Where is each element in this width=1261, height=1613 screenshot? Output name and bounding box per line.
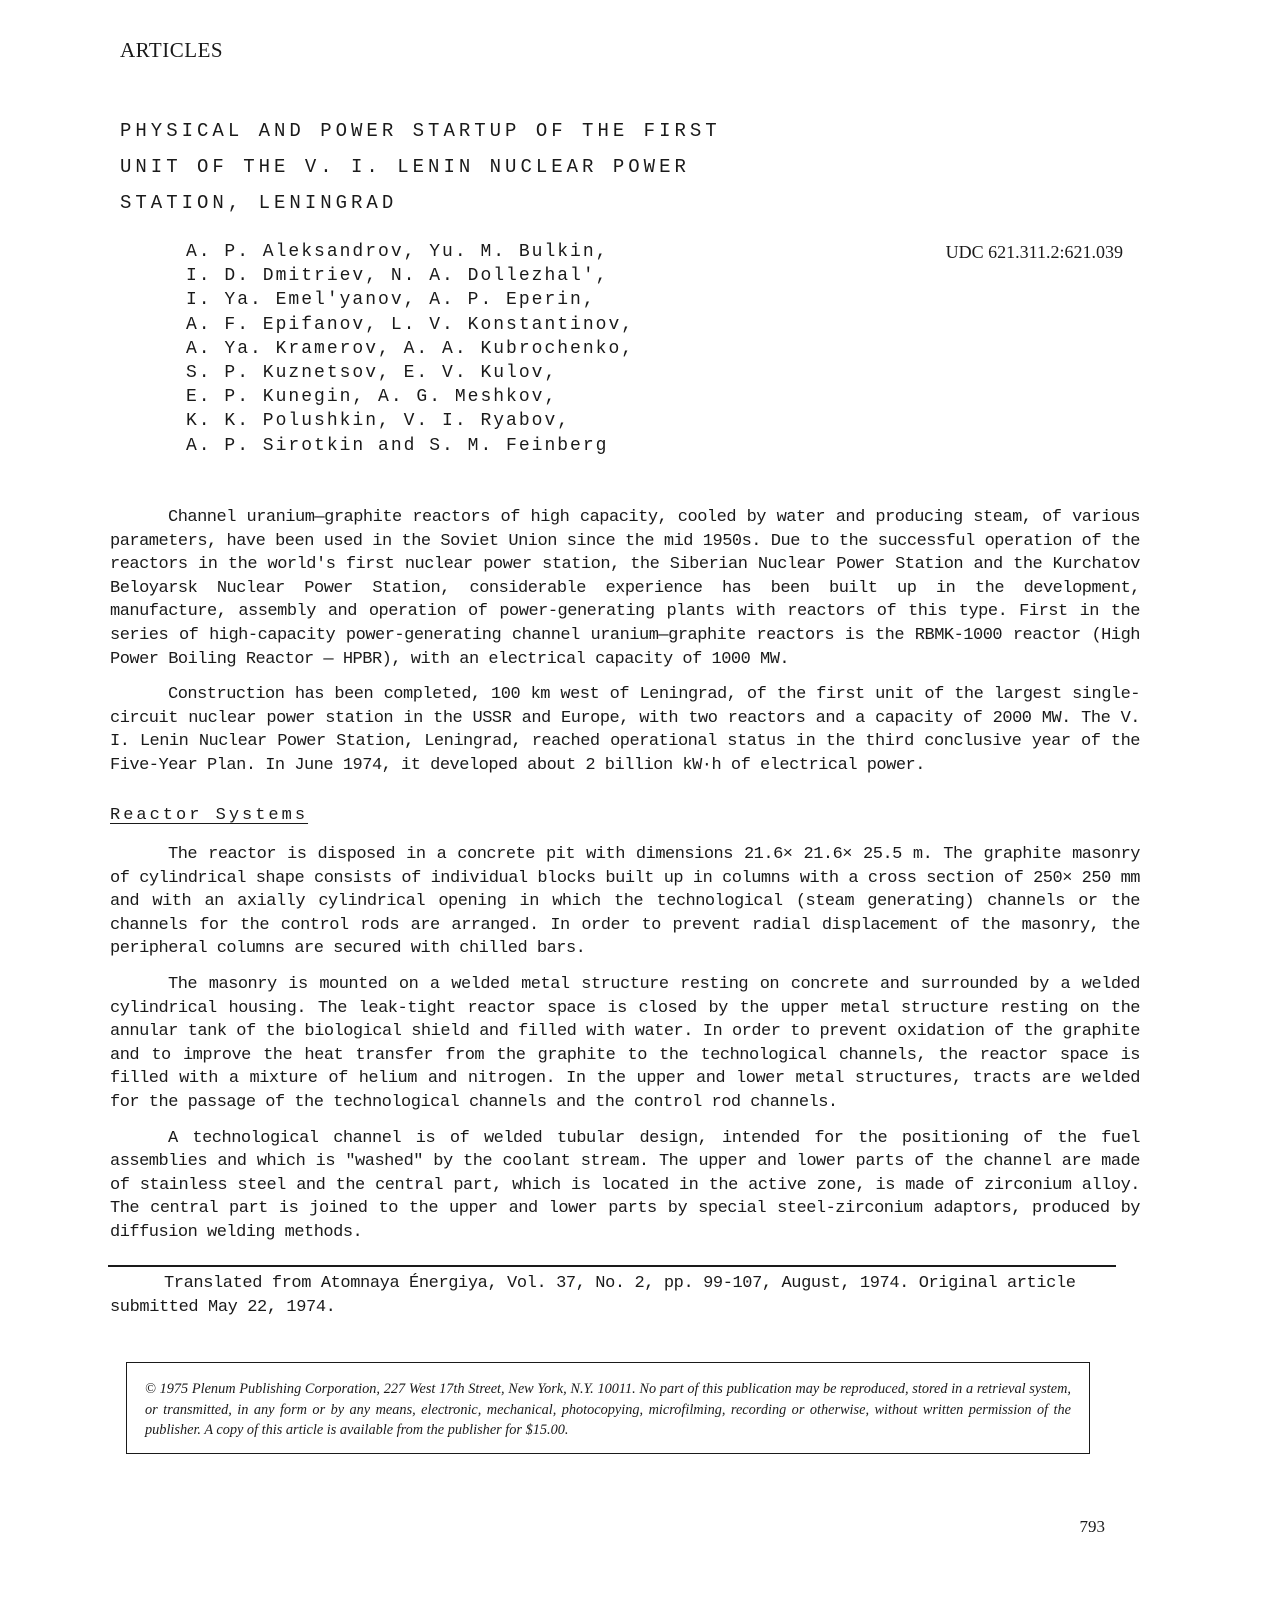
reactor-systems-text bbox=[110, 843, 1140, 1245]
copyright-box bbox=[126, 1362, 1090, 1454]
author-line: A. P. Aleksandrov, Yu. M. Bulkin, bbox=[186, 242, 609, 262]
page-number: 793 bbox=[1079, 1517, 1105, 1536]
article-title-line-3: STATION, LENINGRAD bbox=[120, 192, 398, 214]
section-label: ARTICLES bbox=[120, 38, 224, 62]
paragraph: Channel uranium—graphite reactors of high capacity, cooled by water and producing steam, of various parameters, have been used in the Soviet Union since the mid 1950s. Due to the successful operation of the reactors in the world's first nuclear power station, the Siberian Nuclear Power Station and the Kurchatov Beloyarsk Nuclear Power Station, considerable experience has been built up in the development, manufacture, assembly and operation of power-generating plants with reactors of this type. First in the series of high-capacity power-generating channel uranium—graphite reactors is the RBMK-1000 reactor (High Power Boiling Reactor — HPBR), with an electrical capacity of 1000 MW. bbox=[110, 508, 1140, 669]
intro-text bbox=[110, 506, 1140, 778]
author-list bbox=[186, 240, 634, 458]
article-title-line-2: UNIT OF THE V. I. LENIN NUCLEAR POWER bbox=[120, 156, 690, 178]
author-line: A. Ya. Kramerov, A. A. Kubrochenko, bbox=[186, 338, 635, 359]
author-line: I. D. Dmitriev, N. A. Dollezhal', bbox=[186, 266, 609, 287]
author-line: I. Ya. Emel'yanov, A. P. Eperin, bbox=[186, 290, 596, 311]
translation-text: Translated from Atomnaya Énergiya, Vol. 37, No. 2, pp. 99-107, August, 1974. Original article submitted May 22, 1974. bbox=[110, 1274, 1076, 1317]
author-line: A. F. Epifanov, L. V. Konstantinov, bbox=[186, 314, 635, 335]
copyright-text: © 1975 Plenum Publishing Corporation, 227 West 17th Street, New York, N.Y. 10011. No part of this publication may be reproduced, stored in a retrieval system, or transmitted, in any form or by any means, electronic, mechanical, photocopying, microfilming, recording or otherwise, without written permission of the publisher. A copy of this article is available from the publisher for $15.00. bbox=[145, 1381, 1071, 1438]
author-line: K. K. Polushkin, V. I. Ryabov, bbox=[186, 411, 571, 432]
udc-code: UDC 621.311.2:621.039 bbox=[945, 242, 1123, 262]
translation-note bbox=[110, 1272, 1120, 1319]
article-title-line-1: PHYSICAL AND POWER STARTUP OF THE FIRST bbox=[120, 120, 721, 142]
author-line: A. P. Sirotkin and S. M. Feinberg bbox=[186, 435, 609, 456]
section-heading: Reactor Systems bbox=[110, 806, 309, 825]
paragraph: The reactor is disposed in a concrete pit with dimensions 21.6× 21.6× 25.5 m. The graphite masonry of cylindrical shape consists of individual blocks built up in columns with a cross section of 250× 250 mm and with an axially cylindrical opening in which the technological (steam generating) channels or the channels for the control rods are arranged. In order to prevent radial displacement of the masonry, the peripheral columns are secured with chilled bars. bbox=[110, 845, 1140, 959]
paragraph: A technological channel is of welded tubular design, intended for the positioning of the fuel assemblies and which is "washed" by the coolant stream. The upper and lower parts of the channel are made of stainless steel and the central part, which is located in the active zone, is made of zirconium alloy. The central part is joined to the upper and lower parts by special steel-zirconium adaptors, produced by diffusion welding methods. bbox=[110, 1128, 1140, 1242]
author-line: E. P. Kunegin, A. G. Meshkov, bbox=[186, 387, 558, 408]
paragraph: Construction has been completed, 100 km west of Leningrad, of the first unit of the largest single-circuit nuclear power station in the USSR and Europe, with two reactors and a capacity of 2000 MW. The V. I. Lenin Nuclear Power Station, Leningrad, reached operational status in the third conclusive year of the Five-Year Plan. In June 1974, it developed about 2 billion kW·h of electrical power. bbox=[110, 685, 1140, 775]
author-line: S. P. Kuznetsov, E. V. Kulov, bbox=[186, 363, 558, 384]
footnote-divider bbox=[108, 1265, 1116, 1267]
paragraph: The masonry is mounted on a welded metal structure resting on concrete and surrounded by a welded cylindrical housing. The leak-tight reactor space is closed by the upper metal structure resting on the annular tank of the biological shield and filled with water. In order to prevent oxidation of the graphite and to improve the heat transfer from the graphite to the technological channels, the reactor space is filled with a mixture of helium and nitrogen. In the upper and lower metal structures, tracts are welded for the passage of the technological channels and the control rod channels. bbox=[110, 974, 1140, 1112]
